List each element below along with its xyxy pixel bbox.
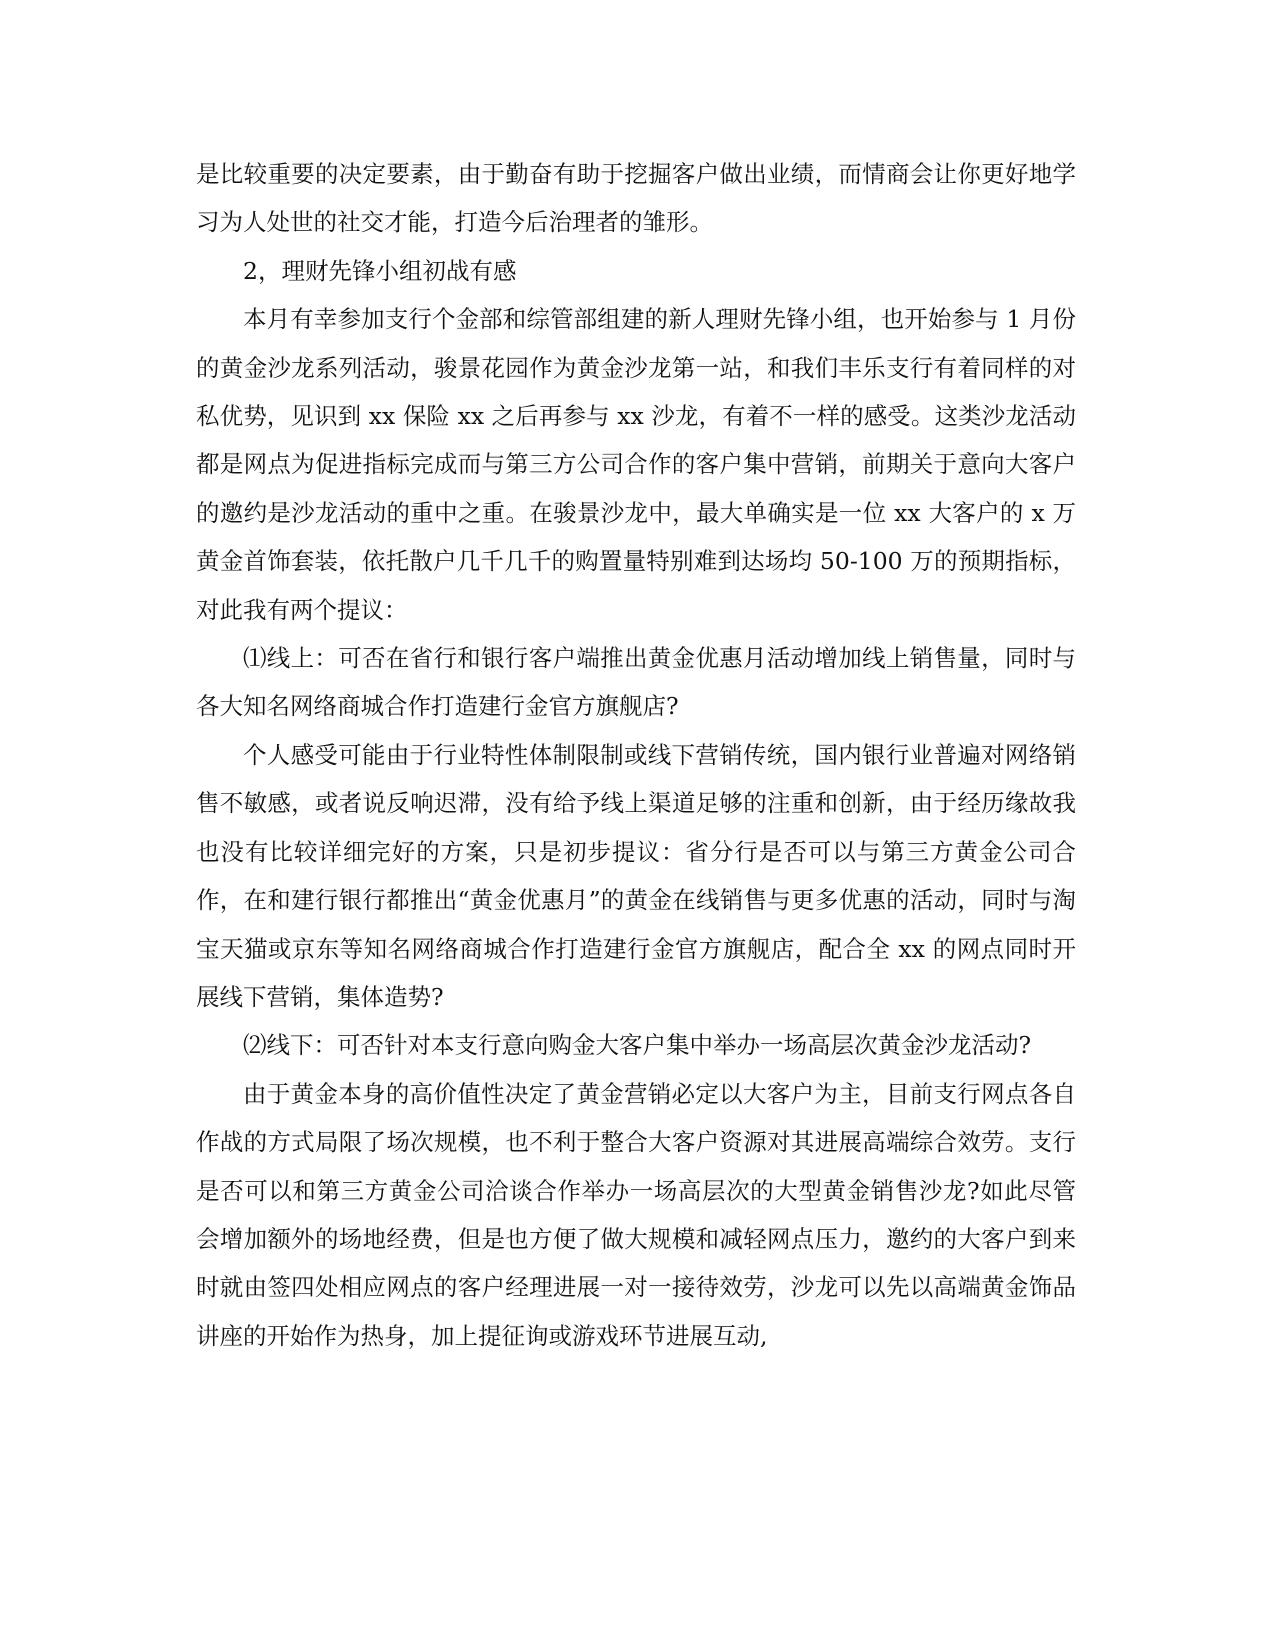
paragraph-offline-proposal: ⑵线下：可否针对本支行意向购金大客户集中举办一场高层次黄金沙龙活动? [243, 1031, 1032, 1060]
paragraph-offline-detail: 由于黄金本身的高价值性决定了黄金营销必定以大客户为主，目前支行网点各自作战的方式局限了场次规模，也不利于整合大客户资源对其进展高端综合效劳。支行是否可以和第三方黄金公司洽谈合作举办一场高层次的大型黄金销售沙龙?如此尽管会增加额外的场地经费，但是也方便了做大规模和减轻网点压力，邀约的大客户到来时就由签四处相应网点的客户经理进展一对一接待效劳，沙龙可以先以高端黄金饰品讲座的开始作为热身，加上提征询或游戏环节进展互动, [196, 1079, 1076, 1350]
section-heading: 2，理财先锋小组初战有感 [243, 256, 517, 285]
paragraph-continuation: 是比较重要的决定要素，由于勤奋有助于挖掘客户做出业绩，而情商会让你更好地学习为人处世的社交才能，打造今后治理者的雏形。 [196, 160, 1076, 237]
paragraph-online-detail: 个人感受可能由于行业特性体制限制或线下营销传统，国内银行业普遍对网络销售不敏感，或者说反响迟滞，没有给予线上渠道足够的注重和创新，由于经历缘故我也没有比较详细完好的方案，只是初步提议：省分行是否可以与第三方黄金公司合作，在和建行银行都推出“黄金优惠月”的黄金在线销售与更多优惠的活动，同时与淘宝天猫或京东等知名网络商城合作打造建行金官方旗舰店，配合全 xx 的网点同时开展线下营销，集体造势? [196, 740, 1076, 1011]
paragraph-online-proposal: ⑴线上：可否在省行和银行客户端推出黄金优惠月活动增加线上销售量，同时与各大知名网络商城合作打造建行金官方旗舰店? [196, 644, 1076, 721]
document-body [196, 150, 1076, 1360]
paragraph-salon-experience: 本月有幸参加支行个金部和综管部组建的新人理财先锋小组，也开始参与 1 月份的黄金沙龙系列活动，骏景花园作为黄金沙龙第一站，和我们丰乐支行有着同样的对私优势，见识到 xx 保险 xx 之后再参与 xx 沙龙，有着不一样的感受。这类沙龙活动都是网点为促进指标完成而与第三方公司合作的客户集中营销，前期关于意向大客户的邀约是沙龙活动的重中之重。在骏景沙龙中，最大单确实是一位 xx 大客户的 x 万黄金首饰套装，依托散户几千几千的购置量特别难到达场均 50-100 万的预期指标，对此我有两个提议： [196, 305, 1076, 624]
